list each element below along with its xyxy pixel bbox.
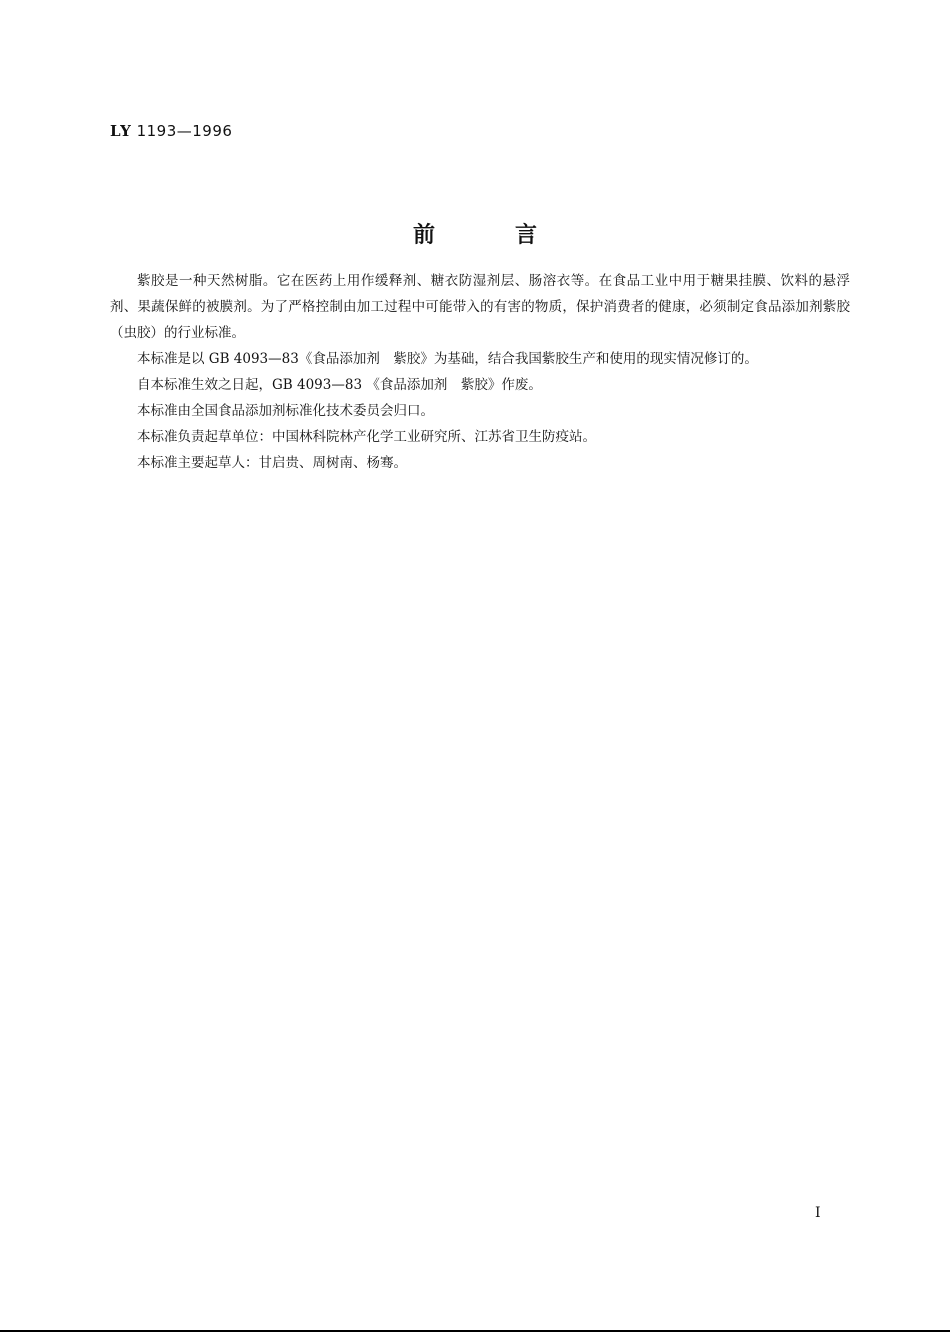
- page-number: I: [815, 1205, 821, 1221]
- paragraph: 紫胶是一种天然树脂。它在医药上用作缓释剂、糖衣防湿剂层、肠溶衣等。在食品工业中用于糖果挂膜、饮料的悬浮剂、果蔬保鲜的被膜剂。为了严格控制由加工过程中可能带入的有害的物质，保护消费者的健康，必须制定食品添加剂紫胶（虫胶）的行业标准。: [110, 273, 850, 341]
- foreword-body: [110, 268, 850, 476]
- paragraph: 自本标准生效之日起，GB 4093—83 《食品添加剂 紫胶》作废。: [137, 377, 542, 393]
- page-title: 前言: [412, 223, 617, 248]
- standard-code-prefix: LY: [110, 122, 132, 140]
- standard-code: [110, 122, 232, 140]
- paragraph: 本标准主要起草人：甘启贵、周树南、杨骞。: [137, 455, 407, 471]
- paragraph: 本标准由全国食品添加剂标准化技术委员会归口。: [137, 403, 434, 419]
- paragraph: 本标准是以 GB 4093—83《食品添加剂 紫胶》为基础，结合我国紫胶生产和使用的现实情况修订的。: [137, 351, 758, 367]
- paragraph: 本标准负责起草单位：中国林科院林产化学工业研究所、江苏省卫生防疫站。: [137, 429, 596, 445]
- bottom-border: [0, 1330, 950, 1332]
- standard-code-number: 1193—1996: [136, 122, 233, 140]
